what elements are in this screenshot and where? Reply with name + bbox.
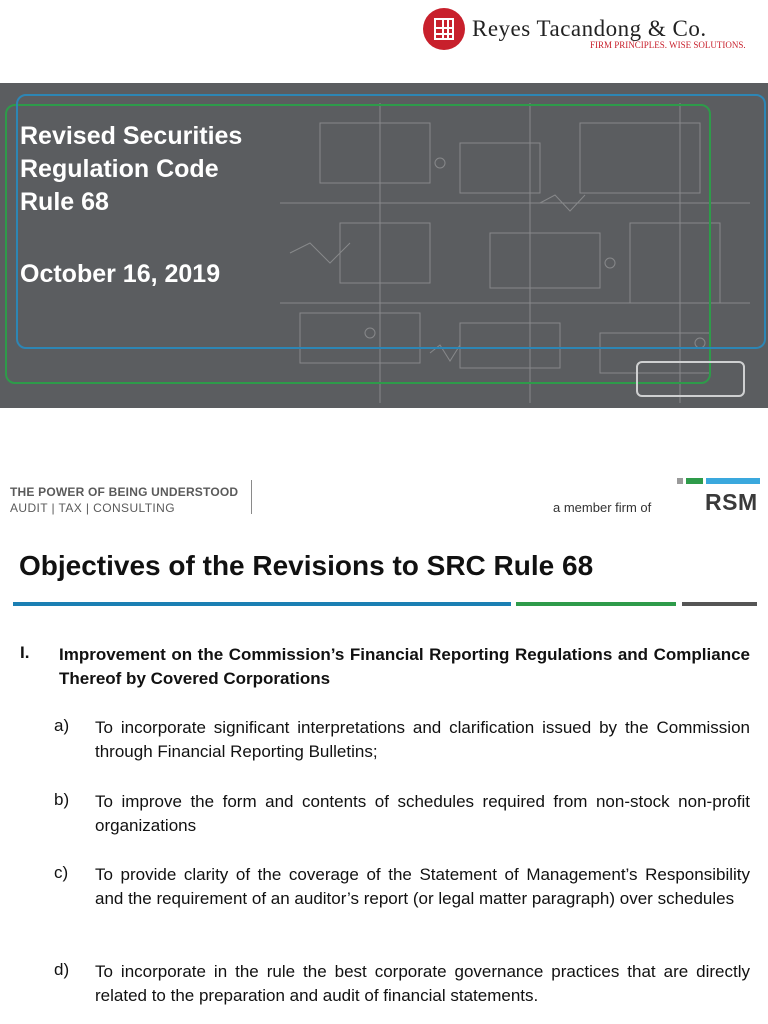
list-item-letter: a): [54, 716, 70, 735]
list-item-letter: b): [54, 790, 70, 809]
presentation-date: October 16, 2019: [20, 260, 221, 288]
tagline-divider: [251, 480, 252, 514]
list-item-text: To incorporate significant interpretations and clarification issued by the Commission through Financial Reporting Bulletins;: [95, 718, 750, 761]
section-heading: Improvement on the Commission’s Financial Reporting Regulations and Compliance Thereof by Covered Corporations: [59, 645, 750, 688]
title-slide: [0, 83, 768, 408]
title-line: Revised Securities: [20, 122, 243, 150]
tagline-primary: THE POWER OF BEING UNDERSTOOD: [10, 485, 239, 499]
firm-tagline: FIRM PRINCIPLES. WISE SOLUTIONS.: [590, 40, 746, 50]
list-item-text: To provide clarity of the coverage of the Statement of Management’s Responsibility and the requirement of an auditor’s report (or legal matter paragraph) over schedules: [95, 865, 750, 908]
firm-name: Reyes Tacandong & Co.: [472, 16, 707, 41]
member-firm-text: a member firm of: [553, 500, 652, 515]
list-item-text: To incorporate in the rule the best corporate governance practices that are directly related to the preparation and audit of financial statements.: [95, 962, 750, 1005]
tagline-secondary: AUDIT | TAX | CONSULTING: [10, 501, 175, 515]
section-number: I.: [20, 643, 30, 662]
title-rule-green: [516, 602, 676, 606]
list-item-letter: c): [54, 863, 69, 882]
list-item-letter: d): [54, 960, 70, 979]
rsm-wordmark: RSM: [705, 489, 758, 515]
presentation-title: [20, 120, 242, 219]
slide-title: Objectives of the Revisions to SRC Rule 68: [19, 550, 594, 581]
slide1-header: [0, 0, 768, 83]
title-line: Regulation Code: [20, 155, 219, 183]
title-rule-gray: [682, 602, 757, 606]
title-rule-blue: [13, 602, 511, 606]
white-frame: [636, 361, 745, 397]
title-line: Rule 68: [20, 188, 109, 216]
list-item-text: To improve the form and contents of schedules required from non-stock non-profit organizations: [95, 792, 750, 835]
reyes-tacandong-logo-icon: [423, 8, 465, 50]
